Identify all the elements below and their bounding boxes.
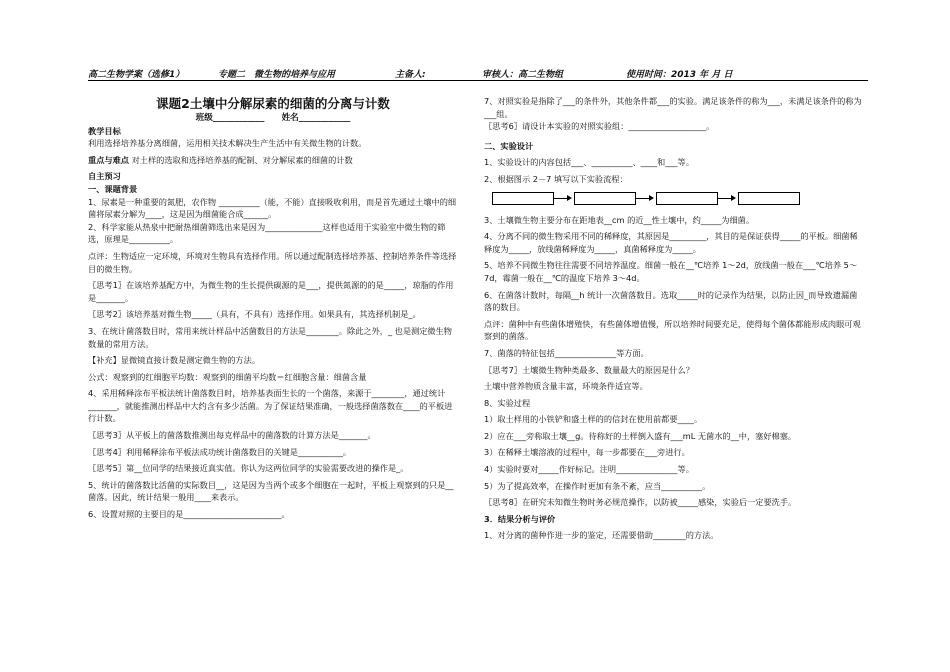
think-5: 〖思考5〗第__位同学的结果接近真实值。你认为这两位同学的实验需要改进的操作是_。 — [88, 463, 409, 474]
goal-text: 利用选择培养基分离细菌，运用相关技术解决生产生活中有关微生物的计数。 — [88, 138, 367, 149]
design-2: 2、根据图示 2－7 填写以下实验流程： — [484, 173, 628, 184]
step-4: 4）实验时要对_____作好标记。注明_______________等。 — [484, 464, 694, 475]
flow-box-3[interactable] — [656, 192, 718, 205]
think-4: 〖思考4〗利用稀释涂布平板法成功统计菌落数目的关键是___________。 — [88, 446, 352, 457]
paragraph-1: 1、尿素是一种重要的氮肥，农作物 __________（能，不能）直接吸收利用，而是首先通过土壤中的细菌将尿素分解为____，这是因为细菌能合成______。 — [88, 196, 457, 220]
supplement: 【补充】显微镜直接计数是测定微生物的方法。 — [88, 355, 260, 366]
key-heading: 重点与难点 — [88, 154, 129, 165]
paragraph-5: 5、统计的菌落数比活菌的实际数目__，这是因为当两个或多个细胞在一起时，平板上观察到的只是__菌落。因此，统计结果一般用____来表示。 — [88, 479, 454, 503]
key-points — [88, 154, 458, 167]
design-7: 7、菌落的特征包括_______________等方面。 — [484, 347, 649, 358]
design-6: 6、在菌落计数时，每隔__h 统计一次菌落数目。选取_____时的记录作为结果，以防止因_而导致遗漏菌落的数目。 — [484, 289, 858, 313]
header-preparer: 主备人: — [395, 70, 426, 80]
flow-arrow-1 — [554, 198, 568, 199]
flow-box-4[interactable] — [738, 192, 800, 205]
paragraph-2: 2、科学家能从热泉中把耐热细菌筛选出来是因为______________这样也适用于实验室中微生物的筛选，原理是__________。 — [88, 221, 446, 245]
paragraph-3: 3、在统计菌落数目时，常用来统计样品中活菌数目的方法是________。除此之外，_ 也是测定微生物数量的常用方法。 — [88, 325, 452, 349]
key-text: 对土样的选取和选择培养基的配制、对分解尿素的细菌的计数 — [131, 154, 353, 165]
background-heading: 一、课题背景 — [88, 183, 138, 194]
design-1: 1、实验设计的内容包括___、__________、____和___等。 — [484, 157, 694, 168]
header-date: 使用时间：2013 年 月 日 — [626, 70, 733, 80]
left-column — [88, 95, 458, 521]
design-4: 4、分离不同的微生物采用不同的稀释度，其原因是_________，其目的是保证获得_____的平板。细菌稀释度为_____，放线菌稀释度为_____，真菌稀释度为_____。 — [484, 231, 858, 254]
step-5: 5）为了提高效率，在操作时更加有条不紊，应当__________。 — [484, 480, 711, 491]
paragraph-7: 7、对照实验是指除了___的条件外，其他条件都___的实验。满足该条件的称为___，未满足该条件的称为___组。 — [484, 96, 862, 119]
think-8: 〖思考8〗在研究未知微生物时务必规范操作，以防被_____感染，实验后一定要洗手。 — [484, 497, 797, 508]
right-column — [484, 95, 864, 542]
design-heading: 二、实验设计 — [484, 140, 534, 151]
paragraph-4: 4、采用稀释涂布平板法统计菌落数目时，培养基表面生长的一个菌落，来源于________，通过统计_______，就能推测出样品中大约含有多少活菌。为了保证结果准确，一般选择菌落数在____的平板进行计数。 — [88, 388, 453, 424]
process-heading: 8、实验过程 — [484, 397, 531, 408]
class-name-line: 班级____________ 姓名____________ — [195, 113, 351, 123]
think-1: 〖思考1〗在该培养基配方中，为微生物的生长提供碳源的是___，提供氮源的的是_____，琼脂的作用是_______。 — [88, 280, 454, 303]
header-reviewer: 审核人：高二生物组 — [482, 70, 564, 80]
flow-box-2[interactable] — [574, 192, 636, 205]
flow-diagram — [484, 189, 864, 211]
header-topic: 专题二 微生物的培养与应用 — [218, 70, 336, 80]
think-2: 〖思考2〗该培养基对微生物_____（具有，不具有）选择作用。如果具有，其选择机制是_。 — [88, 309, 421, 320]
design-3: 3、土壤微生物主要分布在距地表__cm 的近__性土壤中，约_____为细菌。 — [484, 214, 755, 225]
page-header — [88, 66, 868, 81]
header-subject: 高二生物学案（选修1） — [88, 70, 185, 80]
flow-arrow-2 — [636, 198, 650, 199]
note-1: 点评：生物适应一定环境，环境对生物具有选择作用。所以通过配制选择培养基、控制培养条件等选择目的微生物。 — [88, 250, 457, 274]
think-6: 〖思考6〗请设计本实验的对照实验组：___________________。 — [484, 121, 715, 132]
formula: 公式：观察到的红细胞平均数：观察到的细菌平均数＝红细胞含量：细菌含量 — [88, 371, 367, 382]
note-2: 点评：菌种中有些菌体增殖快，有些菌体增值慢，所以培养时间要充足，使得每个菌体都能形成肉眼可观察到的菌落。 — [484, 318, 861, 342]
preview-heading: 自主预习 — [88, 171, 121, 182]
step-1: 1）取土样用的小铁铲和盛土样的的信封在使用前都要____。 — [484, 414, 703, 425]
think-3: 〖思考3〗从平板上的菌落数推测出每克样品中的菌落数的计算方法是_______。 — [88, 430, 376, 441]
paragraph-6: 6、设置对照的主要目的是________________________。 — [88, 509, 290, 520]
flow-arrow-3 — [718, 198, 732, 199]
step-3: 3）在稀释土壤溶液的过程中，每一步都要在___旁进行。 — [484, 447, 690, 458]
design-5: 5、培养不同微生物往往需要不同培养温度。细菌一般在__℃培养 1～2d，放线菌一般在___℃培养 5～7d，霉菌一般在__℃的温度下培养 3～4d。 — [484, 260, 858, 283]
step-2: 2）应在___旁称取土壤__g。待称好的土样倒入盛有___mL 无菌水的__中，塞好棉塞。 — [484, 430, 797, 441]
result-heading: 3．结果分析与评价 — [484, 513, 556, 524]
goal-heading: 教学目标 — [88, 125, 121, 136]
think-7: 〖思考7〗土壤微生物种类最多、数量最大的原因是什么？ — [484, 364, 694, 375]
result-1: 1、对分离的菌种作进一步的鉴定，还需要借助________的方法。 — [484, 530, 719, 541]
lesson-title: 课题2土壤中分解尿素的细菌的分离与计数 — [156, 96, 390, 111]
flow-box-1[interactable] — [492, 192, 554, 205]
answer-7: 土壤中营养物质含量丰富，环境条件适宜等。 — [484, 381, 648, 392]
